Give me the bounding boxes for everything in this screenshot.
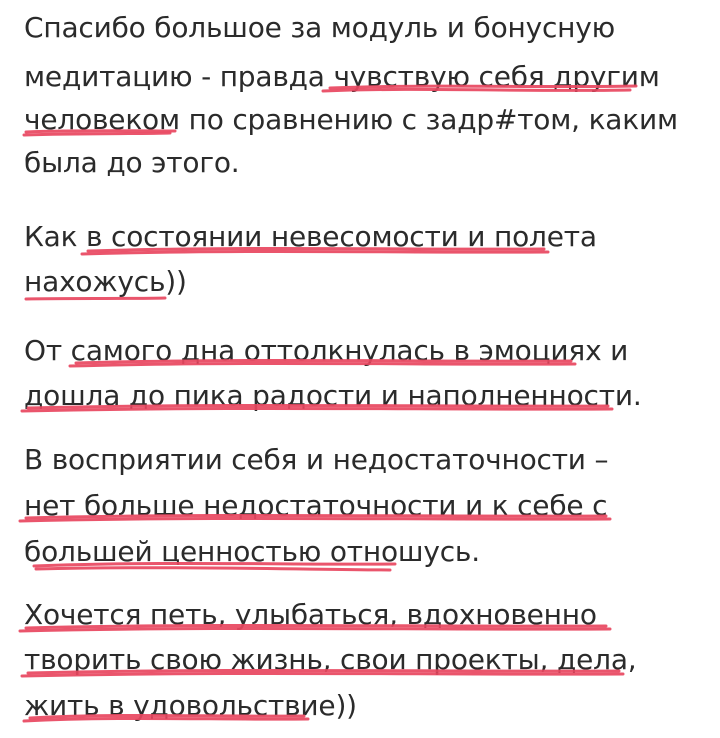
text-line: человеком по сравнению с задр#том, каким: [24, 103, 678, 136]
text-line: В восприятии себя и недостаточности –: [24, 443, 609, 476]
text-line: Как в состоянии невесомости и полета: [24, 220, 597, 253]
text-line: Спасибо большое за модуль и бонусную: [24, 11, 616, 44]
text-line: нахожусь)): [24, 265, 187, 298]
text-line: медитацию - правда чувствую себя другим: [24, 60, 660, 93]
text-line: От самого дна оттолкнулась в эмоциях и: [24, 334, 629, 367]
text-line: была до этого.: [24, 146, 240, 179]
text-line: нет больше недостаточности и к себе с: [24, 489, 608, 522]
text-line: жить в удовольствие)): [24, 689, 357, 722]
text-line: дошла до пика радости и наполненности.: [24, 379, 642, 412]
text-line: большей ценностью отношусь.: [24, 535, 480, 568]
text-line: Хочется петь, улыбаться, вдохновенно: [24, 598, 597, 631]
text-line: творить свою жизнь, свои проекты, дела,: [24, 643, 637, 676]
